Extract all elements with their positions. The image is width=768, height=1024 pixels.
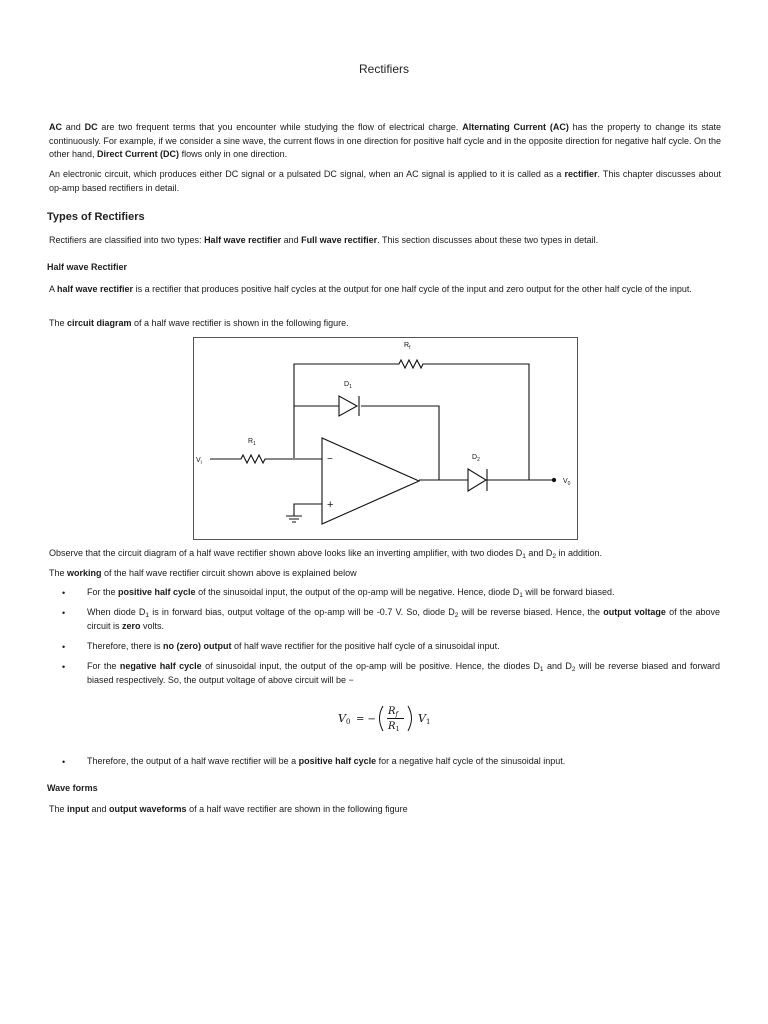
text-run: . This chapter discusses about op-amp based rectifiers in detail.	[49, 169, 721, 193]
bold-text: AC	[49, 122, 62, 132]
text-run: will be reverse biased and forward biased respectively. So, the output voltage of above circuit will be −	[87, 661, 720, 685]
text-run: of half wave rectifier for the positive half cycle of a sinusoidal input.	[231, 641, 500, 651]
bold-text: Half wave rectifier	[204, 235, 282, 245]
text-run: . This section discusses about these two types in detail.	[377, 235, 599, 245]
page-title: Rectifiers	[358, 62, 409, 76]
types-paragraph	[49, 234, 721, 248]
bullet-item	[87, 640, 720, 654]
text-run: The	[49, 318, 68, 328]
bullet-item	[87, 660, 720, 687]
text-run: and D	[543, 661, 572, 671]
bullet-marker: •	[62, 757, 66, 767]
text-run: are two frequent terms that you encounter while studying the flow of electrical charge.	[97, 122, 463, 132]
r1-resistor	[210, 455, 322, 463]
bold-text: Direct Current (DC)	[97, 149, 180, 160]
bold-text: circuit diagram	[67, 318, 132, 328]
half-wave-paragraph	[49, 283, 721, 297]
subheading-half-wave: Half wave Rectifier	[47, 262, 128, 272]
subscript: 2	[454, 612, 459, 619]
formula-lhs: V0	[338, 712, 351, 726]
circuit-intro-paragraph	[49, 317, 721, 331]
text-run: will be reverse biased. Hence, the	[458, 607, 604, 617]
text-run: The	[49, 568, 68, 578]
ground-symbol	[286, 504, 322, 522]
text-run: of a half wave rectifier is shown in the following figure.	[131, 318, 349, 328]
subheading-wave-forms: Wave forms	[47, 783, 98, 793]
circuit-diagram-figure	[193, 337, 578, 540]
text-run: volts.	[140, 620, 165, 631]
text-run: A	[49, 284, 58, 294]
bullet-marker: •	[62, 642, 66, 652]
diode-d1-symbol	[339, 396, 357, 416]
bold-text: output waveforms	[109, 804, 187, 814]
half-wave-rectifier-circuit	[194, 338, 577, 539]
text-run: will be forward biased.	[522, 587, 615, 597]
bullet-item-last	[87, 755, 720, 769]
bullet-marker: •	[62, 588, 66, 598]
text-run: Therefore, the output of a half wave rectifier will be a	[87, 756, 299, 766]
bold-text: input	[67, 804, 90, 814]
bold-text: positive half cycle	[298, 756, 377, 766]
section-heading-types: Types of Rectifiers	[47, 211, 145, 223]
d1-wire	[294, 406, 439, 480]
bullet-marker: •	[62, 608, 66, 618]
text-run: is a rectifier that produces positive half cycles at the output for one half cycle of the input and zero output for the other half cycle of the input.	[133, 284, 692, 294]
text-run: Therefore, there is	[87, 641, 164, 651]
op-amp-plus: +	[327, 499, 334, 511]
text-run: of a half wave rectifier are shown in the following figure	[186, 804, 408, 814]
text-run: An electronic circuit, which produces either DC signal or a pulsated DC signal, when an AC signal is applied to it is called as a	[49, 169, 565, 179]
intro-paragraph-ac-dc	[49, 121, 721, 162]
working-paragraph	[49, 567, 721, 581]
d1-label: $D_1$	[344, 381, 352, 390]
text-run: The	[49, 804, 68, 814]
intro-paragraph-rectifier	[49, 168, 721, 195]
formula-denominator: $R_1$	[388, 721, 400, 733]
text-run: and	[89, 804, 110, 814]
text-run: is in forward bias, output voltage of the op-amp will be -0.7 V. So, diode D	[149, 607, 455, 617]
bold-text: working	[67, 568, 102, 578]
text-run: and	[281, 235, 302, 245]
bold-text: no (zero) output	[163, 641, 232, 651]
bold-text: rectifier	[564, 169, 598, 179]
bold-text: DC	[84, 122, 98, 132]
bold-text: negative half cycle	[119, 661, 202, 671]
subscript: 2	[571, 666, 576, 673]
bold-text: output voltage	[603, 607, 666, 617]
formula-equals: = −	[356, 714, 376, 725]
formula-rhs: V1	[418, 712, 431, 726]
rf-label: $R_f$	[404, 342, 411, 351]
formula-right-paren	[408, 706, 412, 731]
text-run: Observe that the circuit diagram of a half wave rectifier shown above looks like an inverting amplifier, with two diodes D	[49, 548, 523, 558]
subscript: 1	[539, 666, 544, 673]
observe-paragraph	[49, 547, 721, 561]
subscript: 2	[552, 553, 557, 560]
text-run: and	[62, 122, 85, 132]
subscript: 1	[145, 612, 150, 619]
text-run: and D	[525, 548, 553, 558]
text-run: of the sinusoidal input, the output of the op-amp will be negative. Hence, diode D	[195, 587, 520, 597]
vo-label: $V_0$	[563, 478, 571, 487]
text-run: of the half wave rectifier circuit shown above is explained below	[101, 568, 357, 578]
bold-text: zero	[122, 620, 141, 631]
vi-label: $V_i$	[196, 457, 202, 466]
op-amp-minus: −	[327, 454, 333, 465]
bullet-item	[87, 586, 720, 600]
subscript: 1	[519, 592, 523, 599]
formula-left-paren	[380, 706, 384, 731]
output-terminal	[552, 478, 555, 481]
subscript: 1	[522, 553, 526, 560]
bold-text: Full wave rectifier	[301, 235, 378, 245]
text-run: When diode D	[87, 607, 146, 617]
bullet-marker: •	[62, 662, 66, 672]
text-run: For the	[87, 661, 120, 671]
bold-text: half wave rectifier	[57, 284, 134, 294]
text-run: of sinusoidal input, the output of the op-amp will be positive. Hence, the diodes D	[201, 661, 540, 671]
r1-label: $R_1$	[248, 438, 256, 447]
text-run: for a negative half cycle of the sinusoidal input.	[376, 756, 566, 766]
text-run: of the above circuit is	[87, 607, 721, 631]
bullet-item	[87, 606, 720, 633]
d2-label: $D_2$	[472, 454, 480, 463]
bold-text: Alternating Current (AC)	[462, 122, 569, 132]
op-amp-triangle	[322, 438, 419, 524]
text-run: has the property to change its state continuously. For example, if we consider a sine wave, the current flows in one direction for positive half cycle and in the opposite direction for negative half cycle. On the other hand,	[49, 122, 721, 160]
text-run: in addition.	[556, 548, 603, 558]
waveforms-paragraph	[49, 803, 721, 817]
diode-d2-symbol	[468, 469, 486, 491]
text-run: flows only in one direction.	[179, 149, 288, 160]
formula-numerator: $R_f$	[388, 706, 398, 718]
text-run: For the	[87, 587, 119, 597]
output-voltage-formula	[330, 698, 450, 738]
bold-text: positive half cycle	[118, 587, 196, 597]
text-run: Rectifiers are classified into two types:	[49, 235, 205, 245]
